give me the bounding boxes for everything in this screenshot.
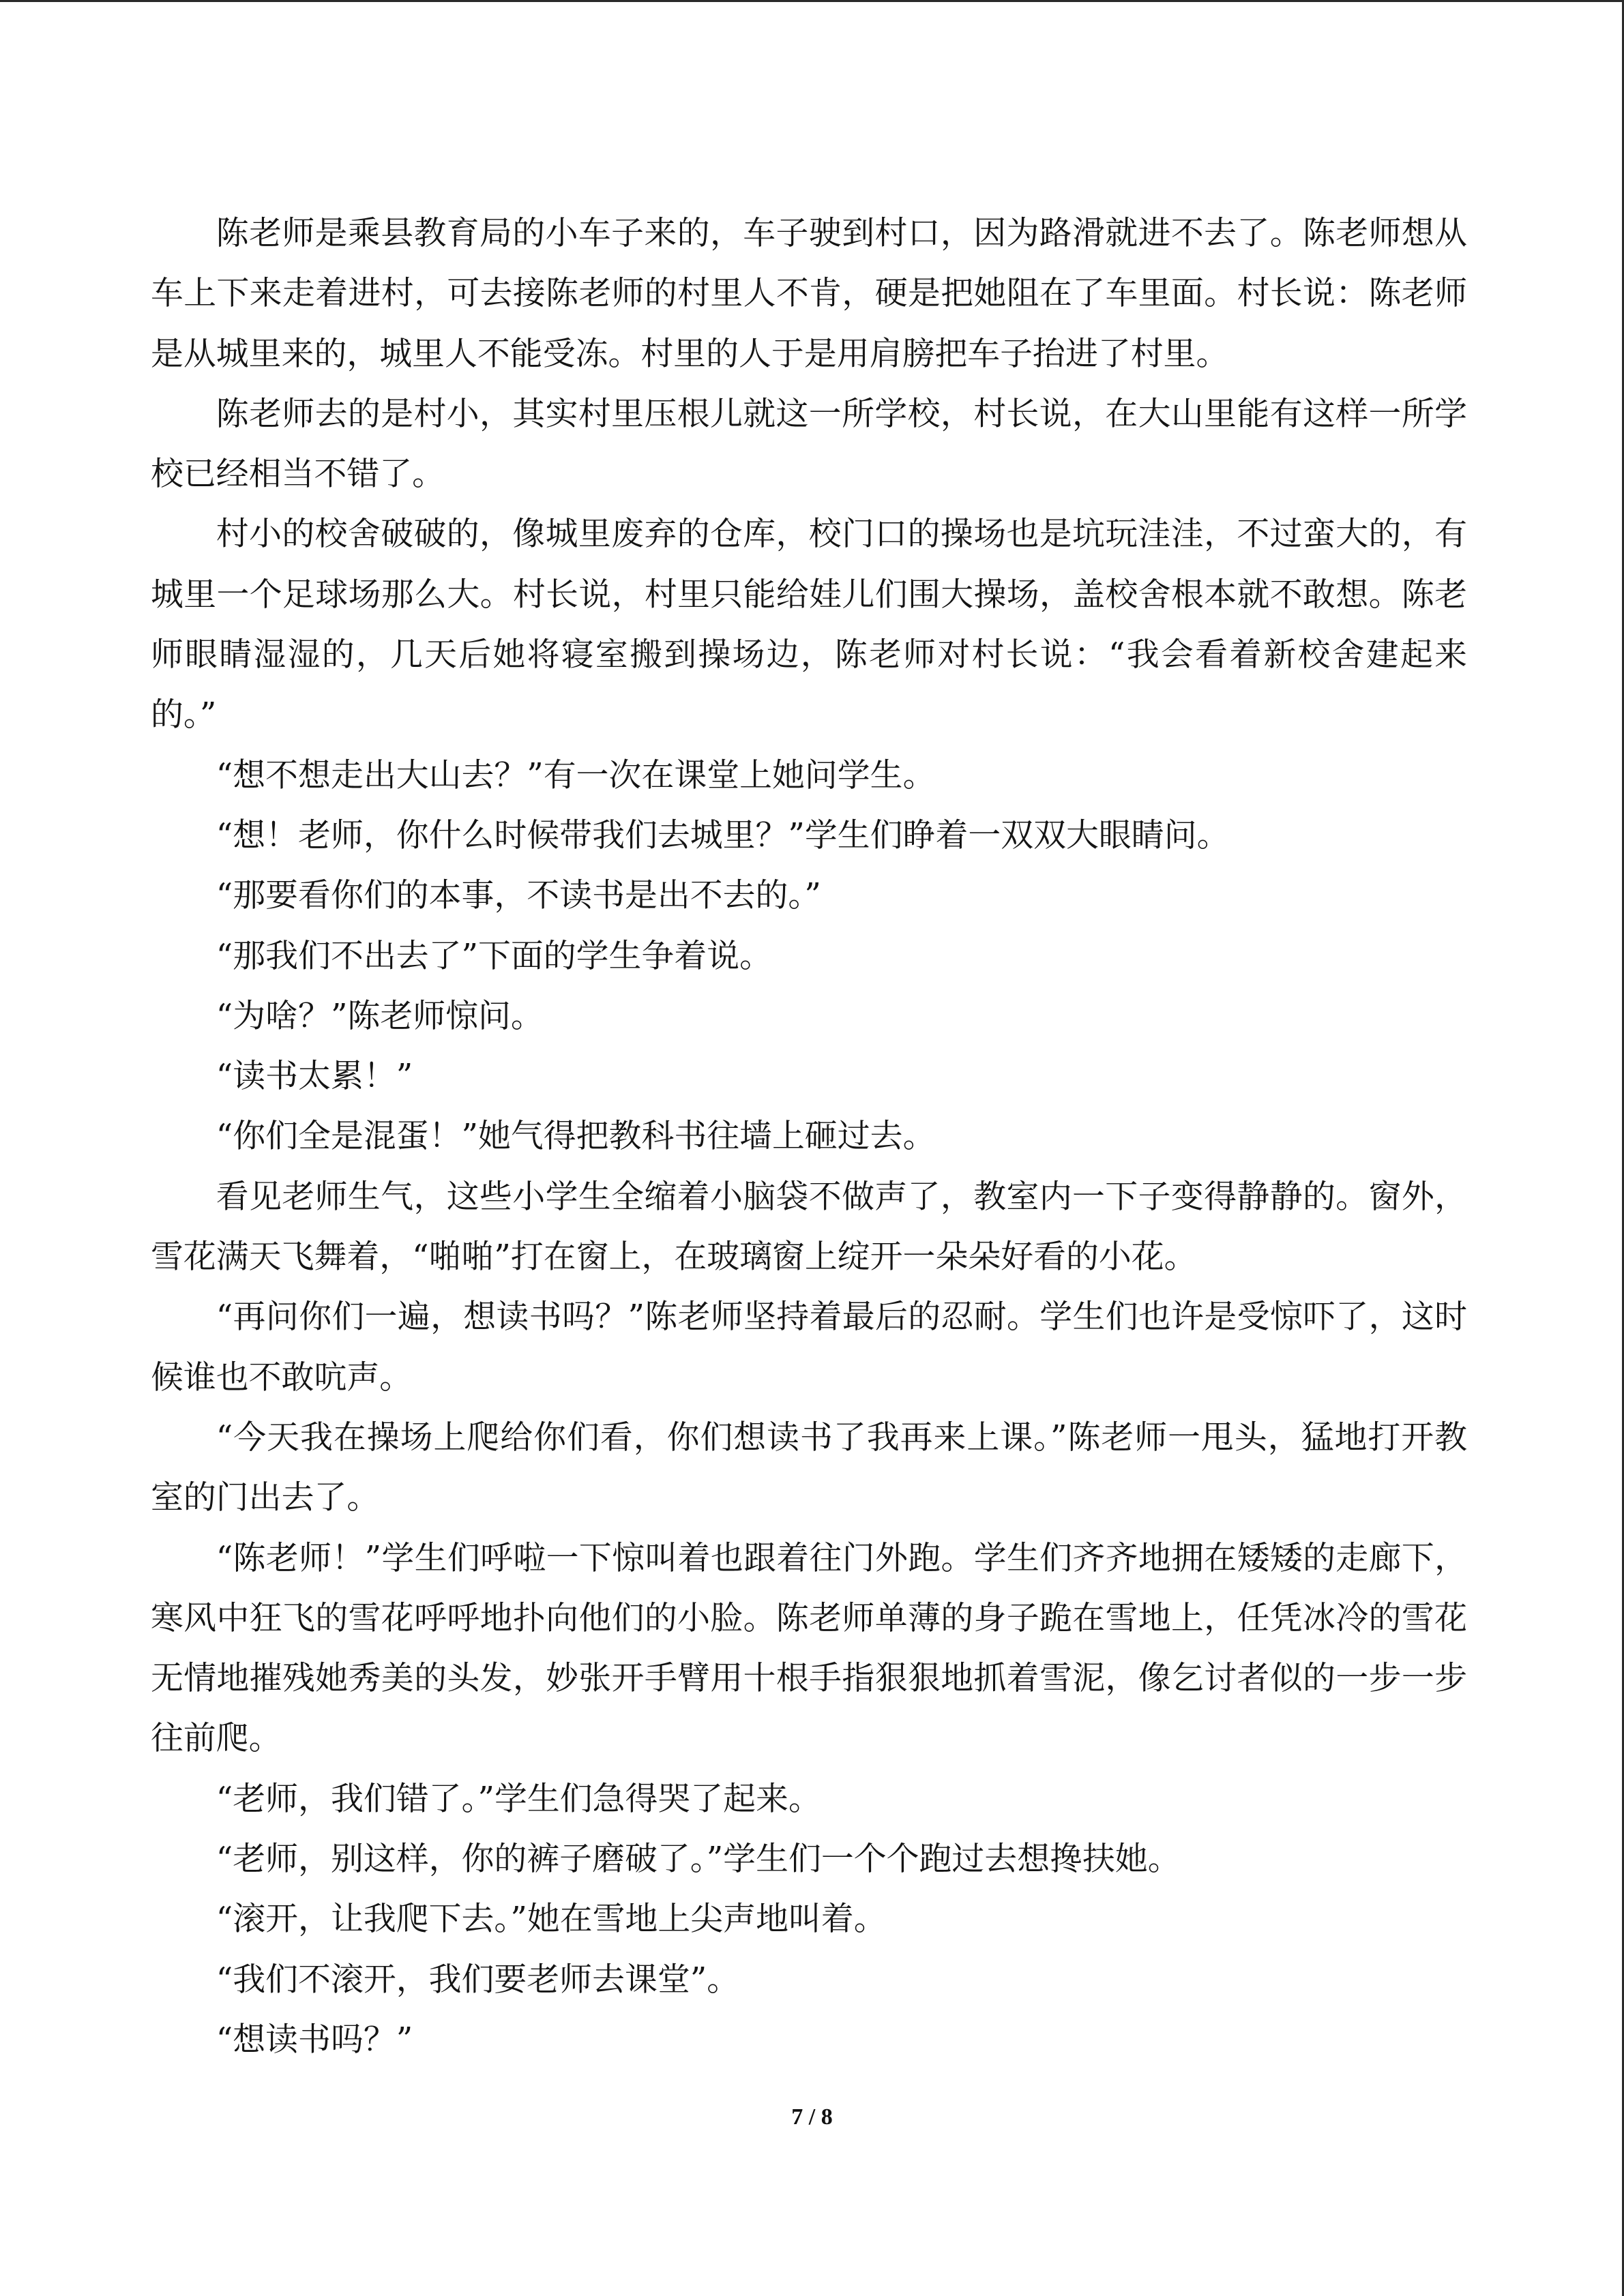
paragraph: “你们全是混蛋！”她气得把教科书往墙上砸过去。 [216,1118,936,1156]
paragraph: “想不想走出大山去？”有一次在课堂上她问学生。 [216,756,936,794]
paragraph: “想读书吗？” [216,2021,413,2059]
paragraph: 看见老师生气，这些小学生全缩着小脑袋不做声了，教室内一下子变得静静的。窗外，雪花满天飞舞着，“啪啪”打在窗上，在玻璃窗上绽开一朵朵好看的小花。 [151,1178,1467,1277]
paragraph: “那我们不出去了”下面的学生争着说。 [216,937,773,975]
paragraph: “我们不滚开，我们要老师去课堂”。 [216,1960,740,1999]
paragraph: “老师，别这样，你的裤子磨破了。”学生们一个个跑过去想搀扶她。 [216,1840,1181,1879]
paragraph: “陈老师！”学生们呼啦一下惊叫着也跟着往门外跑。学生们齐齐地拥在矮矮的走廊下，寒风中狂飞的雪花呼呼地扑向他们的小脸。陈老师单薄的身子跪在雪地上，任凭冰冷的雪花无情地摧残她秀美的头发，妙张开手臂用十根手指狠狠地抓着雪泥，像乞讨者似的一步一步往前爬。 [151,1539,1467,1758]
paragraph: 陈老师去的是村小，其实村里压根儿就这一所学校，村长说，在大山里能有这样一所学校已经相当不错了。 [151,395,1467,494]
paragraph: “想！老师，你什么时候带我们去城里？”学生们睁着一双双大眼睛问。 [216,816,1230,854]
page-edge-top [0,0,1624,2]
paragraph: “读书太累！” [216,1058,413,1096]
paragraph: “滚开，让我爬下去。”她在雪地上尖声地叫着。 [216,1900,887,1939]
document-body [151,204,1467,2070]
paragraph: “今天我在操场上爬给你们看，你们想读书了我再来上课。”陈老师一甩头，猛地打开教室的门出去了。 [151,1418,1467,1517]
paragraph: 陈老师是乘县教育局的小车子来的，车子驶到村口，因为路滑就进不去了。陈老师想从车上下来走着进村，可去接陈老师的村里人不肯，硬是把她阻在了车里面。村长说：陈老师是从城里来的，城里人不能受冻。村里的人于是用肩膀把车子抬进了村里。 [151,215,1467,373]
paragraph: 村小的校舍破破的，像城里废弃的仓库，校门口的操场也是坑玩洼洼，不过蛮大的，有城里一个足球场那么大。村长说，村里只能给娃儿们围大操场，盖校舍根本就不敢想。陈老师眼睛湿湿的，几天后她将寝室搬到操场边，陈老师对村长说：“我会看着新校舍建起来的。” [151,516,1467,734]
page-number: 7 / 8 [791,2104,833,2130]
paragraph: “再问你们一遍，想读书吗？”陈老师坚持着最后的忍耐。学生们也许是受惊吓了，这时候谁也不敢吭声。 [151,1298,1467,1397]
paragraph: “为啥？”陈老师惊问。 [216,997,544,1035]
paragraph: “老师，我们错了。”学生们急得哭了起来。 [216,1780,821,1818]
paragraph: “那要看你们的本事，不读书是出不去的。” [216,877,821,915]
